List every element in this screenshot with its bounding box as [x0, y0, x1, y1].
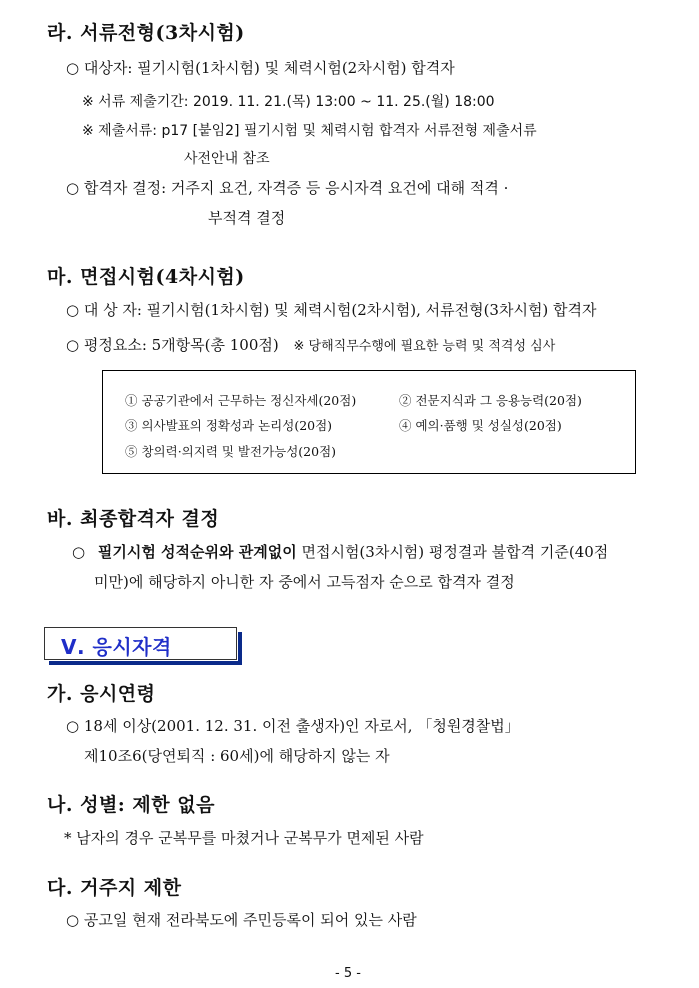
screening-documents-note: ※ 제출서류: p17 [붙임2] 필기시험 및 체력시험 합격자 서류전형 제출서류 — [82, 123, 537, 139]
final-decision-line — [72, 541, 608, 562]
section-title-eligibility: Ⅴ. 응시자격 — [61, 635, 172, 659]
age-requirement: ○ 18세 이상(2001. 12. 31. 이전 출생자)인 자로서, 「청원경찰법」 — [66, 717, 520, 735]
criteria-item: ④ 예의·품행 및 성실성(20점) — [399, 418, 562, 433]
screening-decision-cont: 부적격 결정 — [208, 209, 286, 227]
screening-documents-note-cont: 사전안내 참조 — [184, 151, 270, 167]
interview-criteria — [66, 334, 555, 355]
interview-criteria-text: ○ 평정요소: 5개항목(총 100점) — [66, 336, 279, 354]
screening-target: ○ 대상자: 필기시험(1차시험) 및 체력시험(2차시험) 합격자 — [66, 59, 455, 77]
final-decision-bullet: ○ — [72, 543, 86, 561]
final-decision-emphasis: 필기시험 성적순위와 관계없이 — [97, 543, 297, 561]
criteria-item: ① 공공기관에서 근무하는 정신자세(20점) — [125, 393, 357, 408]
residence-requirement: ○ 공고일 현재 전라북도에 주민등록이 되어 있는 사람 — [66, 911, 417, 929]
banner-shadow-bottom — [49, 661, 242, 665]
criteria-item: ③ 의사발표의 정확성과 논리성(20점) — [125, 418, 333, 433]
heading-interview: 마. 면접시험(4차시험) — [47, 266, 245, 288]
criteria-item: ⑤ 창의력·의지력 및 발전가능성(20점) — [125, 444, 337, 459]
criteria-item: ② 전문지식과 그 응용능력(20점) — [399, 393, 582, 408]
page-number: - 5 - — [335, 966, 361, 981]
screening-submission-period: ※ 서류 제출기간: 2019. 11. 21.(목) 13:00 ~ 11. 25.(월) 18:00 — [82, 94, 495, 110]
heading-residence: 다. 거주지 제한 — [47, 877, 182, 899]
heading-document-screening: 라. 서류전형(3차시험) — [47, 22, 245, 44]
heading-age: 가. 응시연령 — [47, 683, 156, 705]
final-decision-text: 면접시험(3차시험) 평정결과 불합격 기준(40점 — [296, 543, 609, 561]
interview-criteria-note: ※ 당해직무수행에 필요한 능력 및 적격성 심사 — [293, 339, 556, 354]
section-banner-eligibility — [44, 627, 237, 660]
final-decision-line-cont: 미만)에 해당하지 아니한 자 중에서 고득점자 순으로 합격자 결정 — [94, 573, 515, 591]
screening-decision: ○ 합격자 결정: 거주지 요건, 자격증 등 응시자격 요건에 대해 적격 · — [66, 179, 509, 197]
interview-criteria-box — [102, 370, 636, 474]
heading-gender: 나. 성별: 제한 없음 — [47, 794, 215, 816]
heading-final-decision: 바. 최종합격자 결정 — [47, 508, 220, 530]
gender-note: * 남자의 경우 군복무를 마쳤거나 군복무가 면제된 사람 — [64, 829, 424, 847]
age-requirement-cont: 제10조6(당연퇴직 : 60세)에 해당하지 않는 자 — [84, 747, 390, 765]
interview-target: ○ 대 상 자: 필기시험(1차시험) 및 체력시험(2차시험), 서류전형(3차시험) 합격자 — [66, 301, 597, 319]
